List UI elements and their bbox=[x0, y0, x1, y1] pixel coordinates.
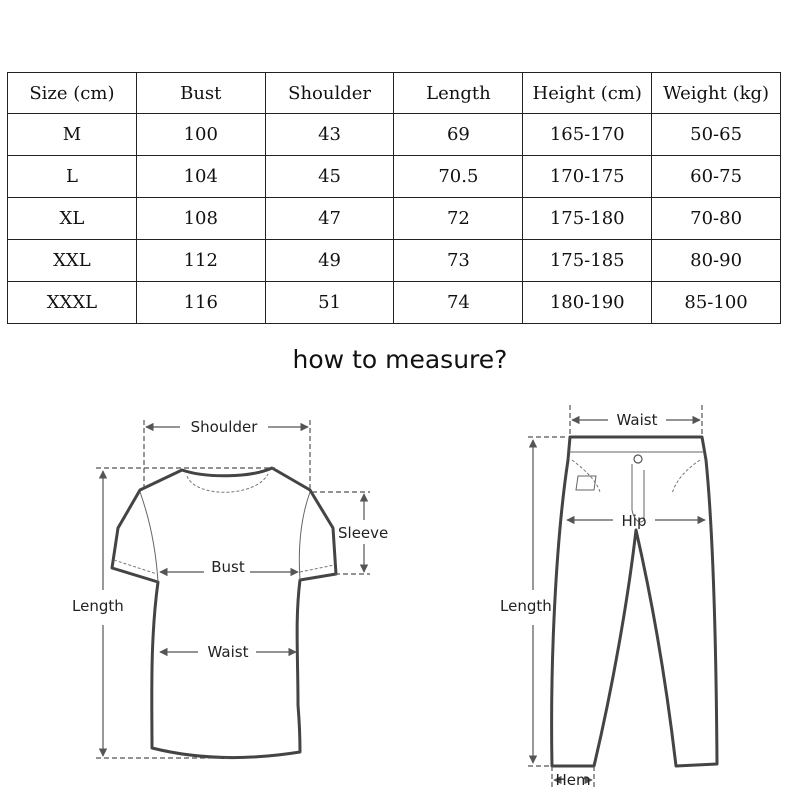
pants-diagram bbox=[500, 405, 717, 789]
table-cell: 74 bbox=[394, 282, 523, 324]
pants-waist-label: Waist bbox=[616, 411, 658, 429]
table-cell: 175-185 bbox=[523, 240, 652, 282]
table-cell: 112 bbox=[136, 240, 265, 282]
header-shoulder: Shoulder bbox=[265, 73, 394, 114]
table-cell: XL bbox=[8, 198, 137, 240]
hem-label: Hem bbox=[555, 771, 591, 789]
table-cell: 73 bbox=[394, 240, 523, 282]
table-cell: M bbox=[8, 114, 137, 156]
hip-label: Hip bbox=[621, 512, 647, 530]
table-cell: 104 bbox=[136, 156, 265, 198]
bust-label: Bust bbox=[211, 558, 245, 576]
table-cell: 108 bbox=[136, 198, 265, 240]
table-cell: XXL bbox=[8, 240, 137, 282]
table-cell: 70-80 bbox=[652, 198, 781, 240]
table-cell: 85-100 bbox=[652, 282, 781, 324]
table-cell: 51 bbox=[265, 282, 394, 324]
table-cell: L bbox=[8, 156, 137, 198]
header-size: Size (cm) bbox=[8, 73, 137, 114]
tshirt-diagram bbox=[72, 418, 388, 758]
table-cell: 165-170 bbox=[523, 114, 652, 156]
table-cell: 175-180 bbox=[523, 198, 652, 240]
table-cell: 72 bbox=[394, 198, 523, 240]
table-cell: 116 bbox=[136, 282, 265, 324]
table-cell: 60-75 bbox=[652, 156, 781, 198]
table-cell: 43 bbox=[265, 114, 394, 156]
table-cell: 45 bbox=[265, 156, 394, 198]
measure-title: how to measure? bbox=[292, 345, 508, 374]
header-length: Length bbox=[394, 73, 523, 114]
table-cell: 70.5 bbox=[394, 156, 523, 198]
table-cell: 69 bbox=[394, 114, 523, 156]
table-cell: 80-90 bbox=[652, 240, 781, 282]
waist-label: Waist bbox=[207, 643, 249, 661]
table-cell: 49 bbox=[265, 240, 394, 282]
table-cell: XXXL bbox=[8, 282, 137, 324]
header-bust: Bust bbox=[136, 73, 265, 114]
sleeve-label: Sleeve bbox=[338, 524, 389, 542]
table-cell: 170-175 bbox=[523, 156, 652, 198]
shoulder-label: Shoulder bbox=[190, 418, 258, 436]
pants-length-label: Length bbox=[500, 597, 552, 615]
table-cell: 180-190 bbox=[523, 282, 652, 324]
table-cell: 50-65 bbox=[652, 114, 781, 156]
length-label: Length bbox=[72, 597, 124, 615]
table-cell: 47 bbox=[265, 198, 394, 240]
tshirt-outline bbox=[112, 468, 336, 758]
header-weight: Weight (kg) bbox=[652, 73, 781, 114]
table-cell: 100 bbox=[136, 114, 265, 156]
button-icon bbox=[634, 455, 642, 463]
header-height: Height (cm) bbox=[523, 73, 652, 114]
